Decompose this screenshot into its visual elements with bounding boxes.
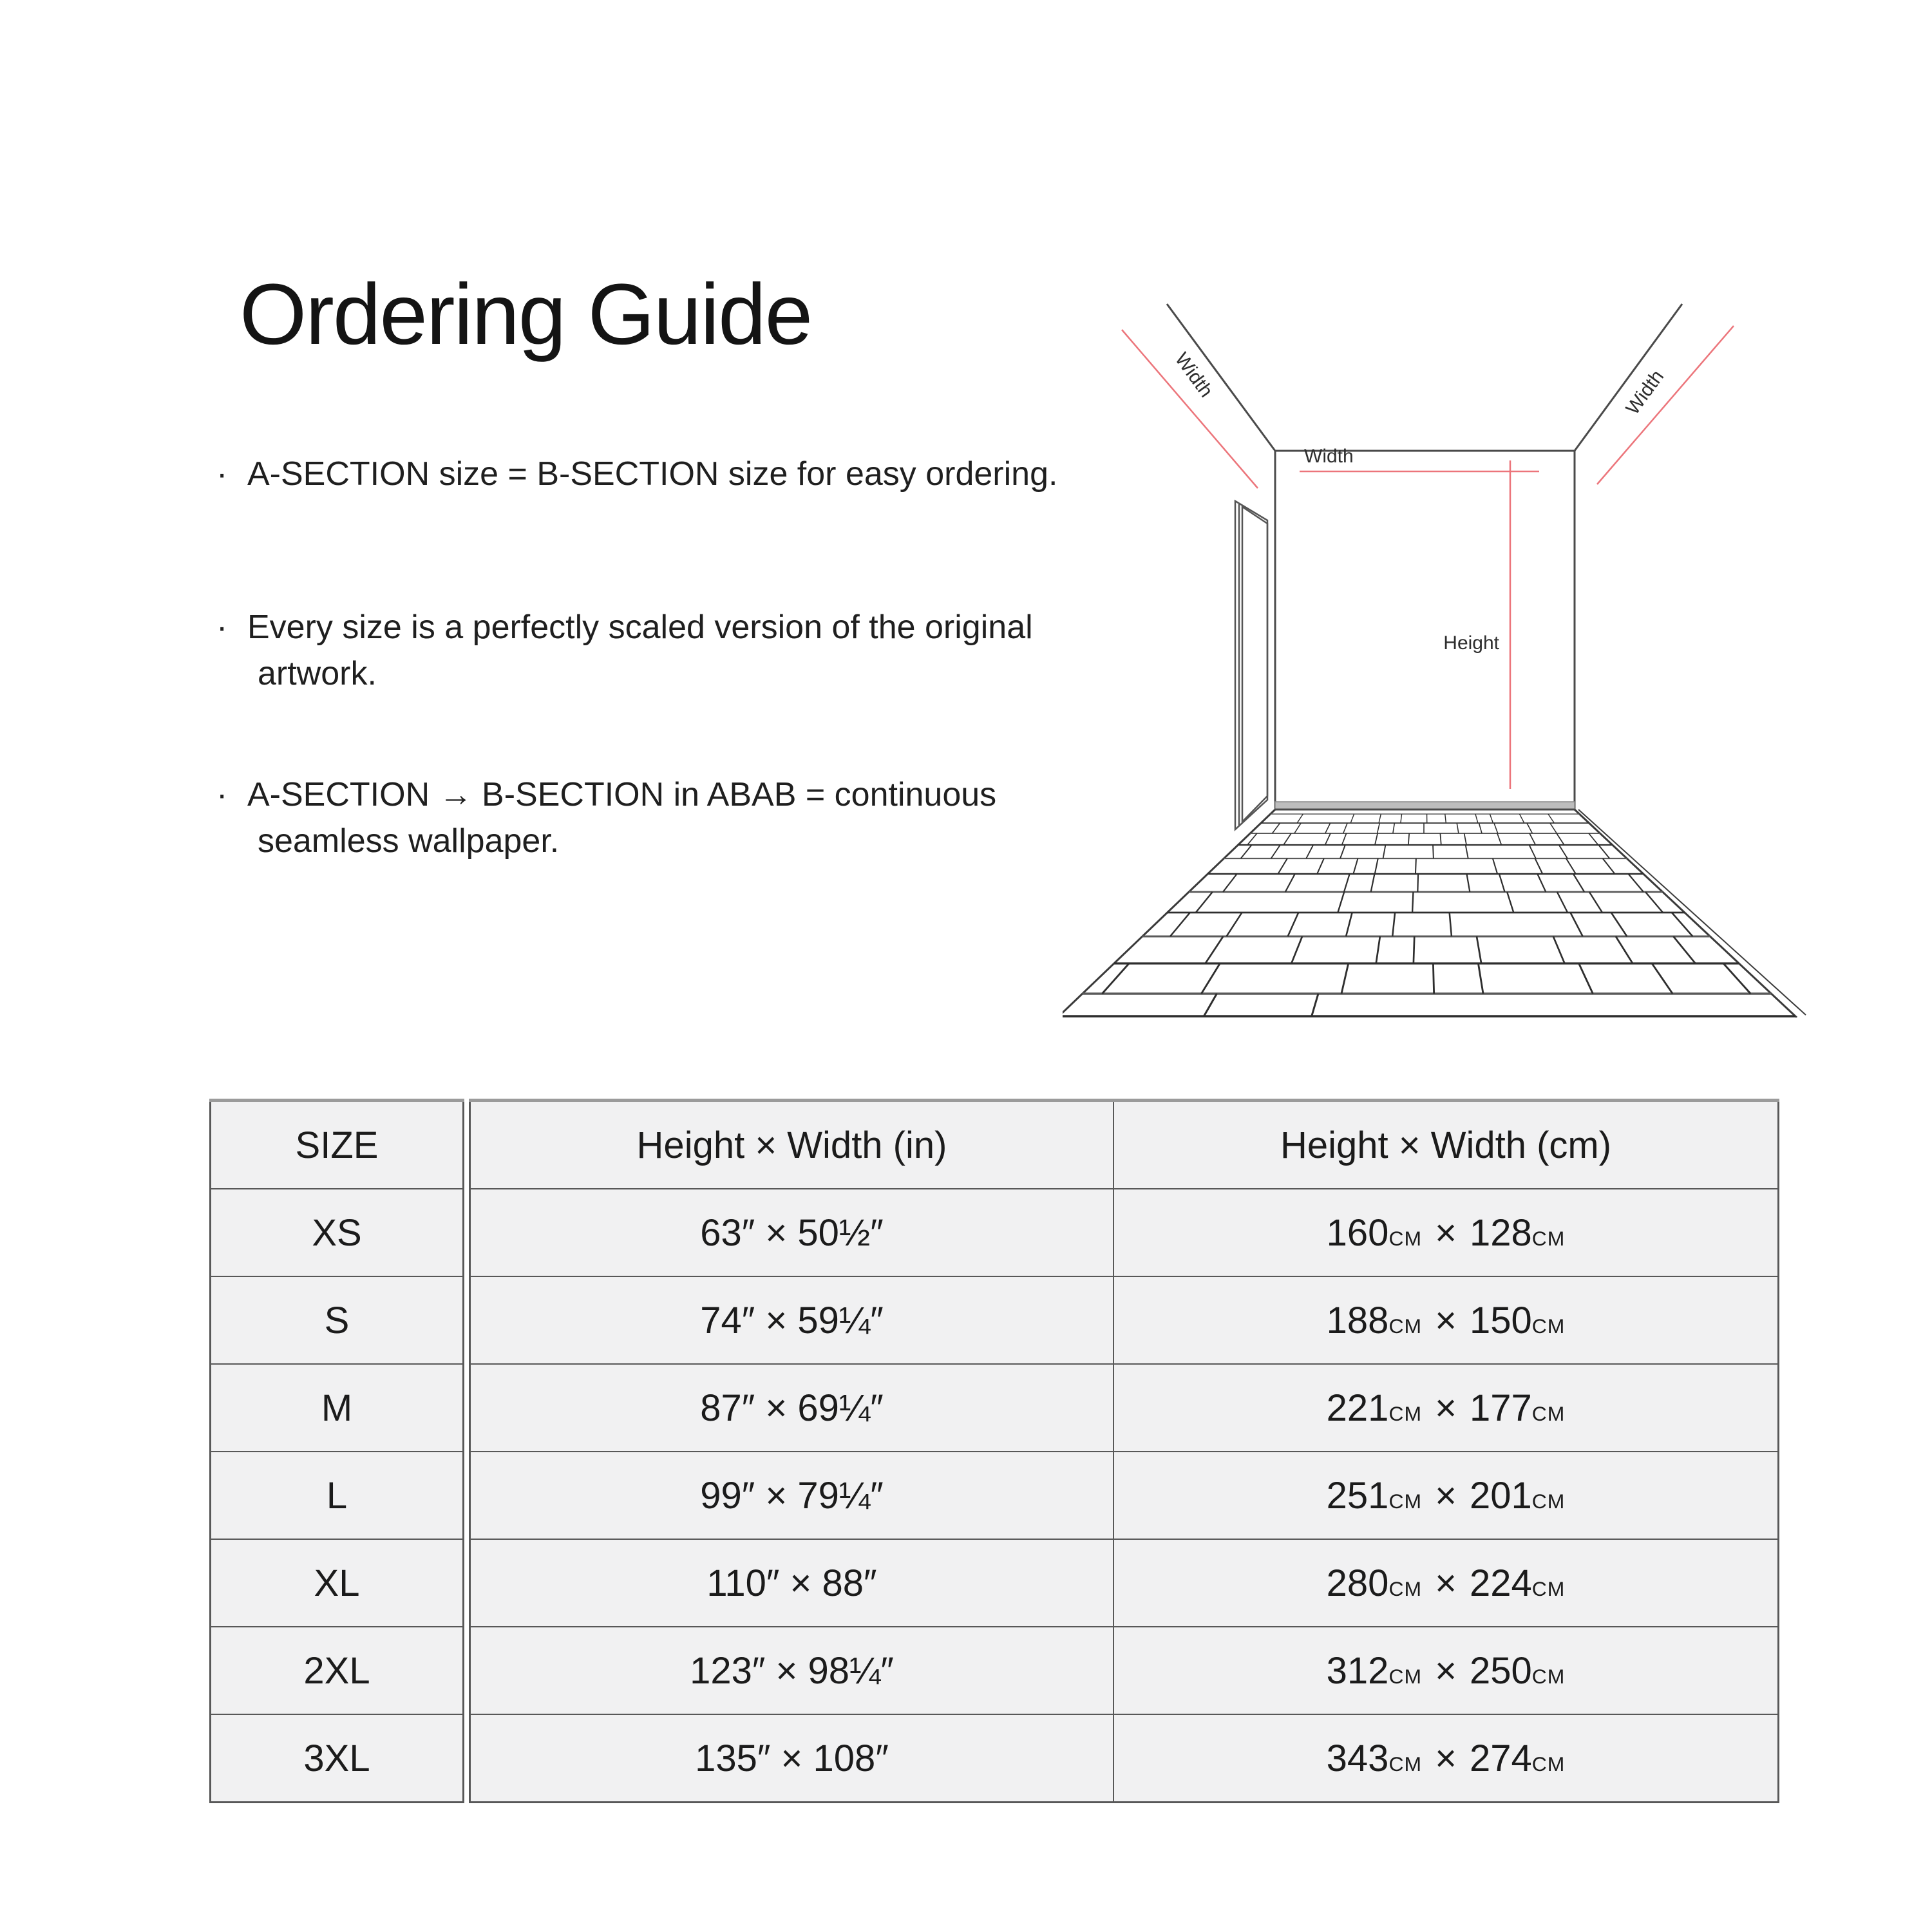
table-cell-inches: 123″ × 98¼″ — [470, 1627, 1114, 1714]
table-cell-size: XS — [211, 1189, 464, 1276]
table-cell-cm: 251CM × 201CM — [1113, 1452, 1779, 1539]
floor-junction-left — [1063, 810, 1275, 1018]
table-cell-size: S — [211, 1276, 464, 1364]
table-header-cm: Height × Width (cm) — [1113, 1101, 1779, 1189]
width-annotation-line-right — [1597, 326, 1734, 484]
table-cell-inches: 99″ × 79¼″ — [470, 1452, 1114, 1539]
bullet-line: Every size is a perfectly scaled version of the original — [247, 609, 1033, 646]
bullet-marker: · — [216, 776, 228, 813]
bullet-item — [216, 451, 1118, 497]
size-table — [209, 1099, 1779, 1803]
bullet-item — [216, 772, 1118, 864]
table-cell-cm: 343CM × 274CM — [1113, 1714, 1779, 1803]
width-label-wall: Width — [1304, 446, 1354, 467]
table-header-size: SIZE — [295, 1124, 379, 1166]
bullet-line: artwork. — [258, 655, 377, 692]
room-illustration — [1063, 245, 1932, 1018]
width-label-right: Width — [1622, 366, 1669, 419]
table-cell-inches: 63″ × 50½″ — [470, 1189, 1114, 1276]
bullet-marker: · — [216, 455, 228, 493]
table-cell-size: XL — [211, 1539, 464, 1627]
table-cell-cm: 312CM × 250CM — [1113, 1627, 1779, 1714]
bullet-text — [247, 604, 1033, 697]
table-cell-cm: 280CM × 224CM — [1113, 1539, 1779, 1627]
table-cell-inches: 110″ × 88″ — [470, 1539, 1114, 1627]
table-cell-size: M — [211, 1364, 464, 1452]
door-outline — [1235, 501, 1267, 829]
bullet-line: seamless wallpaper. — [258, 822, 560, 860]
table-cell-cm: 221CM × 177CM — [1113, 1364, 1779, 1452]
table-cell-inches: 74″ × 59¼″ — [470, 1276, 1114, 1364]
table-cell-inches: 87″ × 69¼″ — [470, 1364, 1114, 1452]
bullet-text — [247, 772, 996, 864]
bullet-marker: · — [216, 609, 228, 646]
table-cell-size: L — [211, 1452, 464, 1539]
back-wall — [1275, 451, 1575, 810]
baseboard — [1275, 802, 1575, 810]
table-cell-size: 3XL — [211, 1714, 464, 1803]
table-cell-size: 2XL — [211, 1627, 464, 1714]
table-cell-inches: 135″ × 108″ — [470, 1714, 1114, 1803]
floor-junction-right — [1575, 810, 1797, 1018]
table-header-inches: Height × Width (in) — [636, 1124, 947, 1166]
height-label: Height — [1443, 632, 1499, 654]
bullet-item — [216, 604, 1118, 697]
table-cell-cm: 188CM × 150CM — [1113, 1276, 1779, 1364]
measurements-table — [469, 1099, 1779, 1803]
bullet-line: A-SECTION → B-SECTION in ABAB = continuous — [247, 776, 997, 813]
width-label-left: Width — [1170, 348, 1217, 402]
plank-floor — [1063, 814, 1795, 1016]
bullet-line: A-SECTION size = B-SECTION size for easy ordering. — [247, 455, 1058, 493]
page-title: Ordering Guide — [240, 266, 812, 363]
size-column-table — [209, 1099, 464, 1803]
bullet-text — [247, 451, 1057, 497]
table-cell-cm: 160CM × 128CM — [1113, 1189, 1779, 1276]
